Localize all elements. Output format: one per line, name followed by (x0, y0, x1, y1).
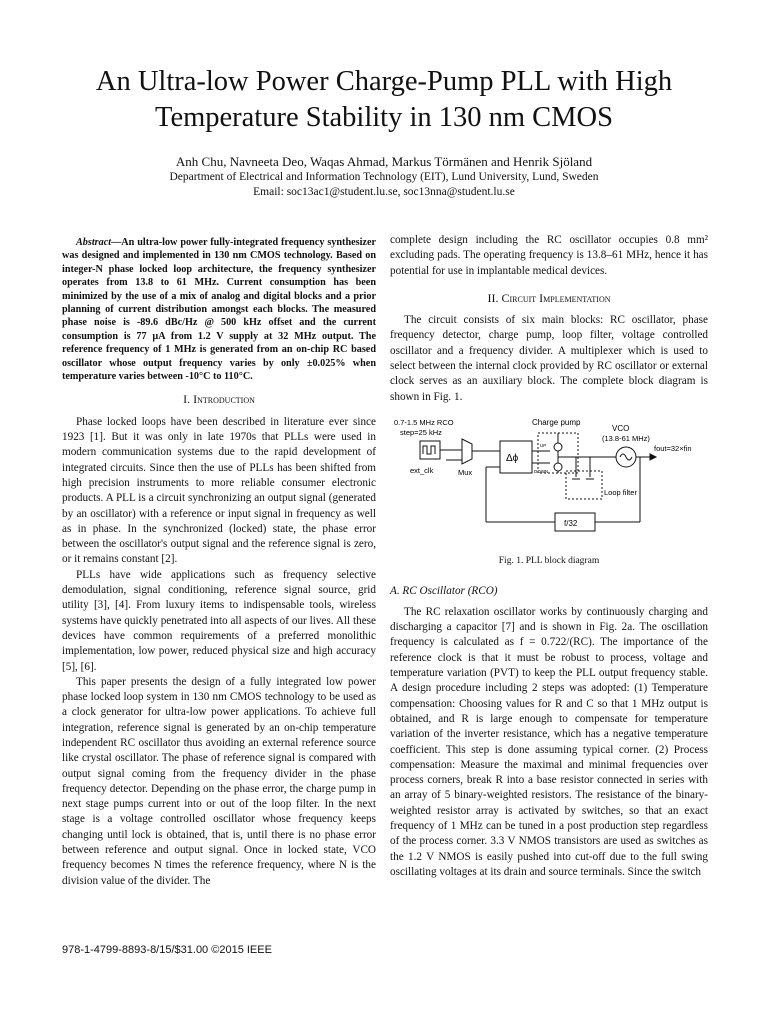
loop-filter-block (566, 471, 602, 499)
abstract (62, 236, 376, 383)
mux-label: Mux (458, 467, 473, 477)
vco-range-label: (13.8-61 MHz) (602, 433, 650, 443)
ext-clk-label: ext_clk (410, 465, 434, 475)
intro-continuation: complete design including the RC oscillator occupies 0.8 mm² excluding pads. The operating frequency is 13.8–61 MHz, hence it has potential for use in implantable medical devices. (390, 234, 708, 277)
section-1-number: I. (183, 392, 191, 407)
left-column (62, 236, 376, 889)
authors: Anh Chu, Navneeta Deo, Waqas Ahmad, Markus Törmänen and Henrik Sjöland (175, 154, 593, 169)
right-column (390, 233, 708, 880)
section-1-title: Introduction (193, 392, 255, 407)
charge-pump-label: Charge pump (532, 417, 581, 427)
square-wave-icon (423, 446, 435, 454)
circuit-paragraph: The circuit consists of six main blocks: RC oscillator, phase frequency detector, charge pump, loop filter, voltage controlled oscillator and a frequency divider. A multiplexer which is used to select between the internal clock provided by RC oscillator or external clock serves as an auxiliary block. The complete block diagram is shown in Fig. 1. (390, 314, 708, 403)
author-block (40, 153, 728, 200)
figure-1 (390, 413, 708, 570)
copyright-footer: 978-1-4799-8893-8/15/$31.00 ©2015 IEEE (62, 944, 272, 956)
rco-label: 0.7-1.5 MHz RCO (394, 417, 454, 427)
intro-paragraph-2: PLLs have wide applications such as frequency selective demodulation, signal conditioning, reference signal source, grid utility [3], [4]. From luxury items to indispensable tools, wireless systems have quickly penetrated into all aspects of our lives. All these devices have common requirements of a preferred monolithic implementation, low power, reduced physical size and high accuracy [5], [6]. (62, 568, 376, 673)
rco-step-label: step=25 kHz (400, 427, 442, 437)
subsection-a-heading: A. RC Oscillator (RCO) (390, 584, 498, 597)
section-2-heading (390, 291, 708, 306)
vco-label: VCO (612, 423, 630, 433)
affiliation: Department of Electrical and Information Technology (EIT), Lund University, Lund, Sweden (169, 171, 599, 183)
pll-block-diagram (390, 413, 708, 543)
down-label: DOWN (534, 468, 549, 474)
fout-label: fout=32×fin (654, 443, 692, 453)
abstract-lead: Abstract (76, 237, 112, 248)
up-label: UP (540, 442, 547, 448)
email: Email: soc13ac1@student.lu.se, soc13nna@student.lu.se (253, 186, 515, 198)
figure-1-caption: Fig. 1. PLL block diagram (498, 556, 600, 567)
intro-paragraph-3: This paper presents the design of a fully integrated low power phase locked loop system in 130 nm CMOS technology to be used as a clock generator for ultra-low power applications. To achieve full integration, reference signal is generated by an on-chip temperature independent RC oscillator thus avoiding an external reference source like crystal oscillator. The phase of reference signal is compared with output signal coming from the frequency divider in the phase frequency detector. Depending on the phase error, the charge pump in next stage pumps current into or out of the loop filter. In the next stage is a voltage controlled oscillator whose frequency keeps changing until lock is obtained, that is, until there is no phase error between reference and output signal. Once in locked state, VCO frequency becomes N times the reference frequency, where N is the division value of the divider. The (62, 675, 376, 887)
paper-title: An Ultra-low Power Charge-Pump PLL with High Temperature Stability in 130 nm CMOS (95, 66, 673, 133)
section-2-title: Circuit Implementation (501, 290, 611, 305)
loop-filter-label: Loop filter (604, 487, 637, 497)
section-2-number: II. (487, 290, 499, 305)
divider-label: f/32 (564, 518, 578, 528)
intro-paragraph-1: Phase locked loops have been described in literature ever since 1923 [1]. But it was only in late 1970s that PLLs were used in modern communication systems due to the rapid development of integrated circuits. Since then the use of PLLs has been shifted from high precision instruments to more reliable consumer electronic products. A PLL is a circuit synchronizing an output signal (generated by an oscillator) with a reference or input signal in frequency as well as in phase. In the synchronized (locked) state, the phase error between the oscillator's output signal and the reference signal is zero, or it remains constant [2]. (62, 415, 376, 566)
rco-paragraph: The RC relaxation oscillator works by continuously charging and discharging a capacitor [7] and is shown in Fig. 2a. The oscillation frequency is calculated as f = 0.722/(RC). The importance of the reference clock is that it must be robust to process, voltage and temperature variation (PVT) to keep the PLL output frequency stable. A design procedure including 2 steps was adopted: (1) Temperature compensation: Choosing values for R and C so that 1 MHz output is obtained, and R is large enough to compensate for temperature variation of the inverter resistance, which has a negative temperature coefficient. This step is done assuming typical corner. (2) Process compensation: Measure the maximal and minimal frequencies over process corners, break R into a base resistor connected in series with an array of 5 binary-weighted resistors. The resistance of the binary-weighted resistor array is activated by switches, so that an exact frequency of 1 MHz can be tuned in a post production step regardless of the process corner. 3.3 V NMOS transistors are used as switches as the 1.2 V NMOS is easily pushed into cut-off due to the full swing oscillating voltages at its drain and source terminals. Since the switch (390, 605, 708, 878)
abstract-text: —An ultra-low power fully-integrated frequency synthesizer was designed and implemented in 130 nm CMOS technology. Based on integer-N phase locked loop architecture, the frequency synthesizer operates from 13.8 to 61 MHz. Current consumption has been minimized by the use of a mix of analog and digital blocks and a prior planning of current distribution amongst each blocks. The measured phase noise is -89.6 dBc/Hz @ 500 kHz offset and the current consumption is 77 µA from 1.2 V supply at 32 MHz output. The reference frequency of 1 MHz is generated from an on-chip RC based oscillator whose output frequency varies by only ±0.025% when temperature varies between -10°C to 110°C. (62, 237, 376, 383)
pfd-label: Δϕ (506, 452, 519, 464)
mux-block (462, 439, 472, 464)
section-1-heading (62, 392, 376, 407)
